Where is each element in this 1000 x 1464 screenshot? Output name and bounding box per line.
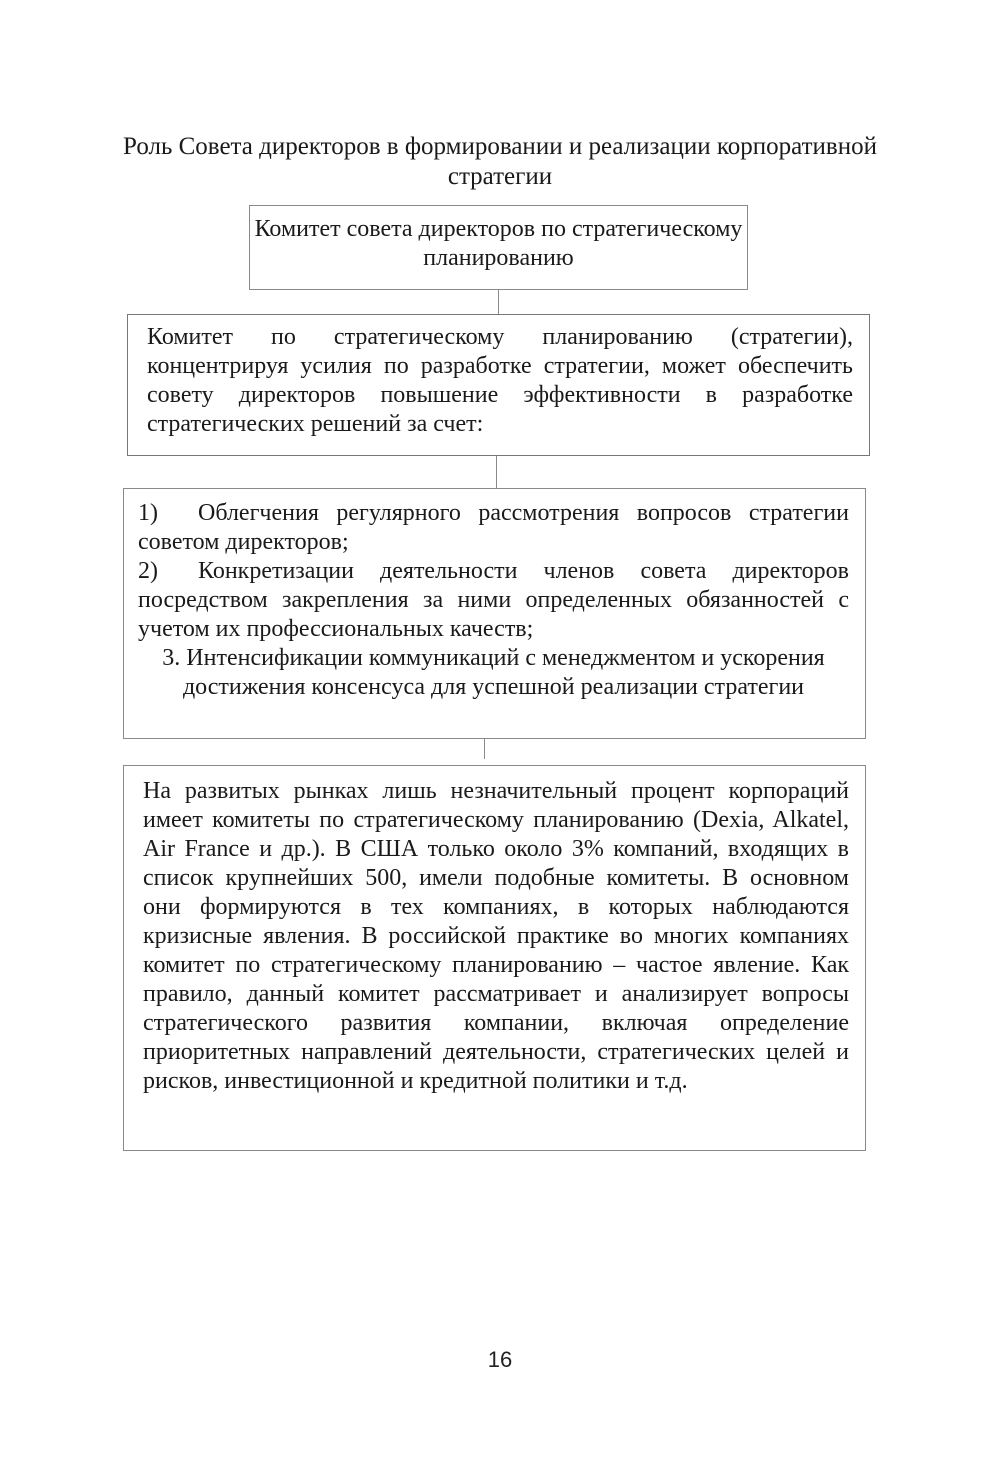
markets-box: [123, 765, 866, 1151]
committee-box: [249, 205, 748, 290]
benefit-item-text: Интенсификации коммуникаций с менеджментом и ускорения достижения консенсуса для успешной реализации стратегии: [182, 645, 825, 700]
benefit-item-number: 1): [138, 500, 158, 526]
benefits-box: [123, 488, 866, 739]
benefit-item: [138, 644, 849, 702]
benefit-item: [138, 499, 849, 557]
page-number: 16: [487, 1347, 513, 1372]
description-box-text: Комитет по стратегическому планированию (стратегии), концентрируя усилия по разработке стратегии, может обеспечить совету директоров повышение эффективности в разработке стратегических решений за счет:: [147, 324, 853, 437]
markets-box-text: На развитых рынках лишь незначительный процент корпораций имеет комитеты по стратегическому планированию (Dexia, Alkatel, Air France и др.). В США только около 3% компаний, входящих в список крупнейших 500, имели подобные комитеты. В основном они формируются в тех компаниях, в которых наблюдаются кризисные явления. В российской практике во многих компаниях комитет по стратегическому планированию – частое явление. Как правило, данный комитет рассматривает и анализирует вопросы стратегического развития компании, включая определение приоритетных направлений деятельности, стратегических целей и рисков, инвестиционной и кредитной политики и т.д.: [143, 778, 849, 1094]
description-box: [127, 314, 870, 456]
page-title: Роль Совета директоров в формировании и реализации корпоративной стратегии: [123, 133, 877, 190]
committee-box-text: Комитет совета директоров по стратегическому планированию: [254, 216, 743, 271]
benefit-item-number: 3.: [162, 645, 181, 671]
benefit-item-text: Конкретизации деятельности членов совета директоров посредством закрепления за ними определенных обязанностей с учетом их профессиональных качеств;: [138, 558, 849, 642]
benefit-item-text: Облегчения регулярного рассмотрения вопросов стратегии советом директоров;: [138, 500, 849, 555]
benefit-item: [138, 557, 849, 644]
benefit-item-number: 2): [138, 558, 158, 584]
connector-line: [496, 456, 497, 488]
connector-line: [484, 739, 485, 759]
connector-line: [498, 290, 499, 314]
